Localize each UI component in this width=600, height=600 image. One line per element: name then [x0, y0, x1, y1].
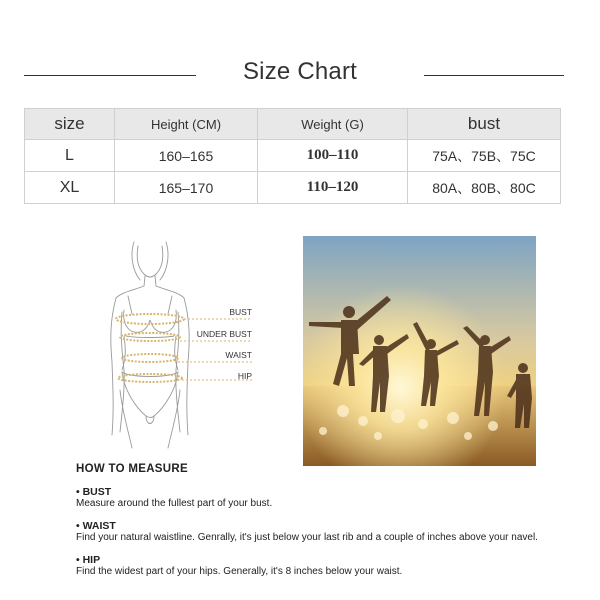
header-size: size: [25, 109, 115, 140]
cell-bust: 80A、80B、80C: [408, 172, 561, 204]
beach-photo: [303, 236, 536, 466]
size-chart-table: [24, 108, 561, 204]
label-hip: HIP: [237, 371, 252, 381]
measure-item-text: Find your natural waistline. Genrally, it's just below your last rib and a couple of inches above your navel.: [76, 532, 538, 543]
measure-item-waist: [76, 520, 576, 544]
how-to-measure-heading: HOW TO MEASURE: [76, 463, 188, 475]
cell-bust: 75A、75B、75C: [408, 140, 561, 172]
label-waist: WAIST: [225, 350, 252, 360]
cell-weight: 100–110: [258, 140, 408, 172]
table-row: [25, 140, 561, 172]
page-title: Size Chart: [242, 58, 358, 85]
label-under-bust: UNDER BUST: [196, 329, 252, 339]
cell-height: 165–170: [115, 172, 258, 204]
cell-size: L: [25, 140, 115, 172]
title-rule-right: [424, 75, 564, 76]
header-weight: Weight (G): [258, 109, 408, 140]
cell-weight: 110–120: [258, 172, 408, 204]
label-bust: BUST: [229, 307, 252, 317]
cell-height: 160–165: [115, 140, 258, 172]
measure-item-bust: [76, 486, 576, 510]
measure-item-text: Find the widest part of your hips. Generally, it's 8 inches below your waist.: [76, 566, 403, 577]
table-row: [25, 172, 561, 204]
how-to-measure: [76, 463, 576, 588]
cell-size: XL: [25, 172, 115, 204]
header-height: Height (CM): [115, 109, 258, 140]
header-bust: bust: [408, 109, 561, 140]
body-measurement-figure: [100, 240, 270, 450]
measure-item-title: • BUST: [76, 486, 576, 498]
table-header-row: [25, 109, 561, 140]
measure-item-hip: [76, 554, 576, 578]
measure-item-title: • HIP: [76, 554, 576, 566]
measure-item-title: • WAIST: [76, 520, 576, 532]
measure-item-text: Measure around the fullest part of your bust.: [76, 498, 273, 509]
